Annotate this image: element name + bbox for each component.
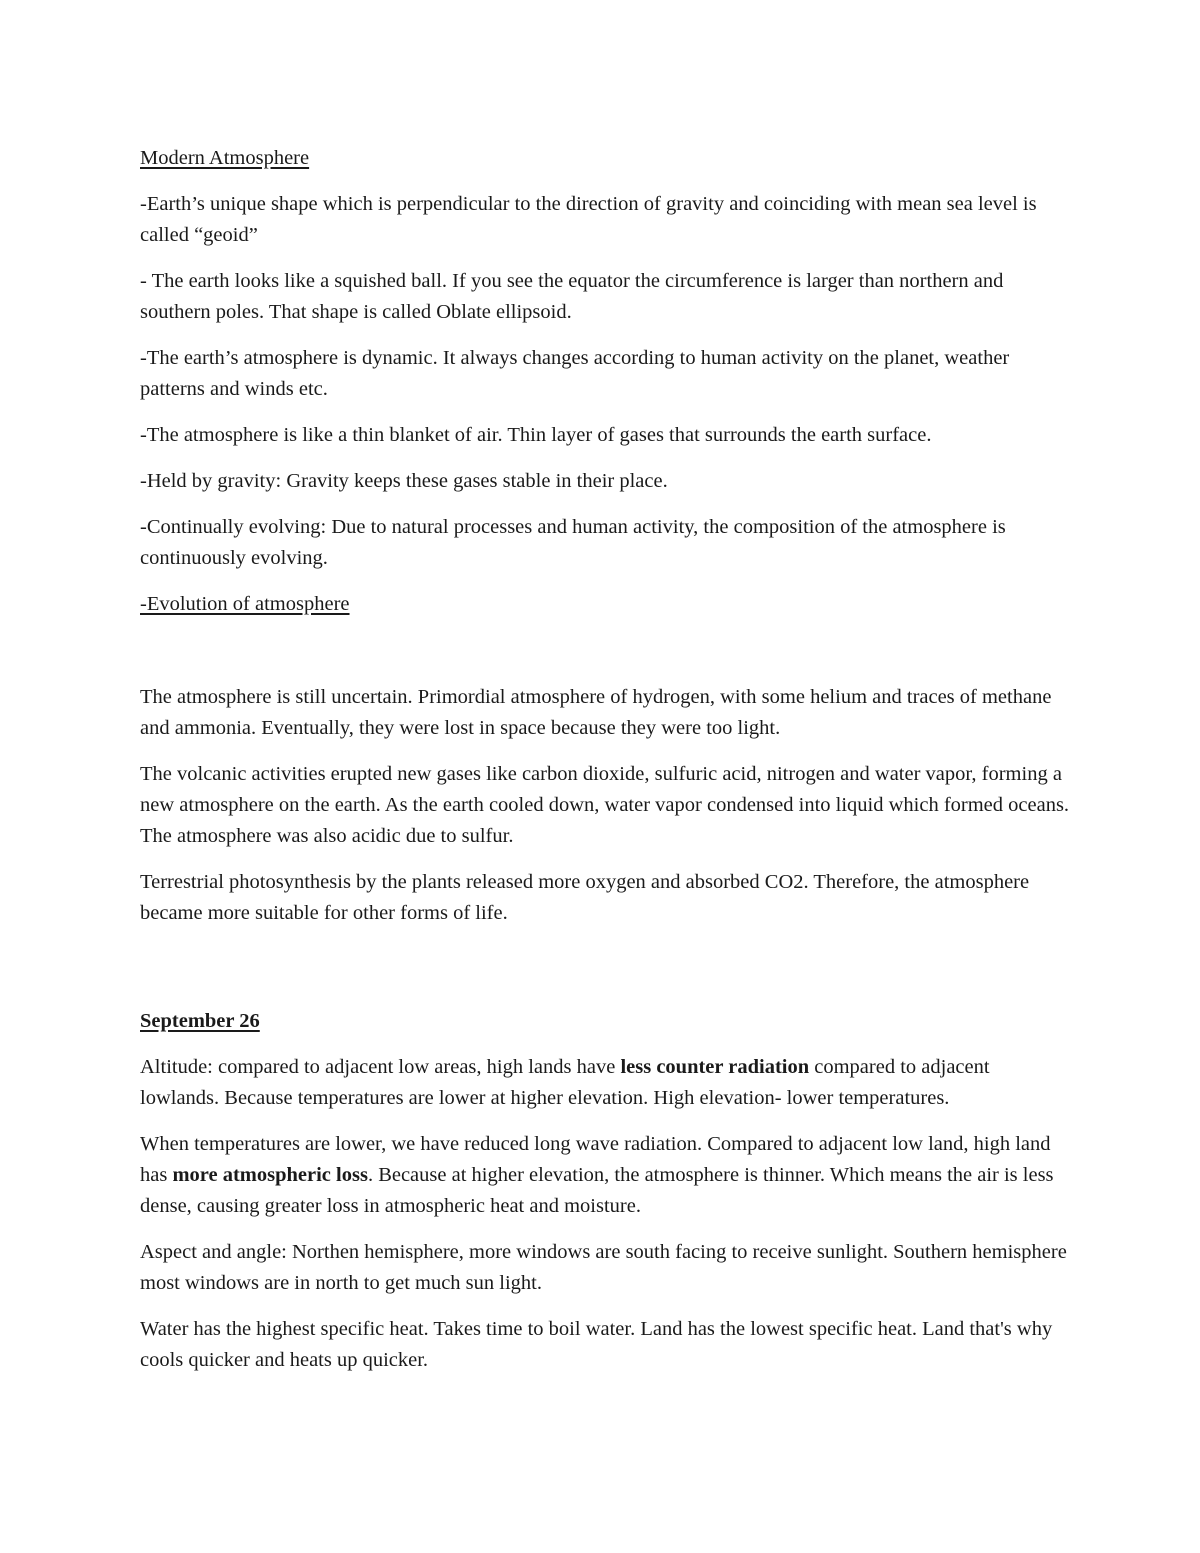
paragraph-geoid: -Earth’s unique shape which is perpendicular to the direction of gravity and coinciding with mean sea level is called “geoid”: [140, 193, 1037, 246]
paragraph-oblate-ellipsoid: - The earth looks like a squished ball. If you see the equator the circumference is larger than northern and southern poles. That shape is called Oblate ellipsoid.: [140, 270, 1004, 323]
paragraph-dynamic-atmosphere: -The earth’s atmosphere is dynamic. It always changes according to human activity on the planet, weather patterns and winds etc.: [140, 347, 1010, 400]
section-heading-modern-atmosphere: Modern Atmosphere: [140, 147, 310, 169]
altitude-text-end: compared to adjacent lowlands. Because temperatures are lower at higher elevation. High elevation- lower temperatures.: [140, 1056, 990, 1109]
paragraph-primordial-atmosphere: The atmosphere is still uncertain. Primordial atmosphere of hydrogen, with some helium and traces of methane and ammonia. Eventually, they were lost in space because they were too light.: [140, 686, 1052, 739]
lower-temps-text-end: . Because at higher elevation, the atmosphere is thinner. Which means the air is less dense, causing greater loss in atmospheric heat and moisture.: [140, 1164, 1054, 1217]
paragraph-aspect-and-angle: Aspect and angle: Northen hemisphere, more windows are south facing to receive sunlight. Southern hemisphere most windows are in north to get much sun light.: [140, 1241, 1067, 1294]
subheading-evolution-of-atmosphere: -Evolution of atmosphere: [140, 593, 350, 615]
paragraph-held-by-gravity: -Held by gravity: Gravity keeps these gases stable in their place.: [140, 470, 668, 492]
paragraph-continually-evolving: -Continually evolving: Due to natural processes and human activity, the composition of the atmosphere is continuously evolving.: [140, 516, 1006, 569]
paragraph-volcanic-activities: The volcanic activities erupted new gases like carbon dioxide, sulfuric acid, nitrogen and water vapor, forming a new atmosphere on the earth. As the earth cooled down, water vapor condensed into liquid which formed oceans. The atmosphere was also acidic due to sulfur.: [140, 763, 1070, 847]
paragraph-specific-heat: Water has the highest specific heat. Takes time to boil water. Land has the lowest specific heat. Land that's why cools quicker and heats up quicker.: [140, 1318, 1053, 1371]
paragraph-lower-temperatures: [140, 1129, 1070, 1222]
date-heading: September 26: [140, 1010, 260, 1032]
altitude-bold-term: less counter radiation: [620, 1056, 810, 1078]
document-page: [140, 143, 1070, 1391]
paragraph-photosynthesis: Terrestrial photosynthesis by the plants released more oxygen and absorbed CO2. Therefore, the atmosphere became more suitable for other forms of life.: [140, 871, 1030, 924]
altitude-text-start: Altitude: compared to adjacent low areas, high lands have: [140, 1056, 621, 1078]
lower-temps-text-start: When temperatures are lower, we have reduced long wave radiation. Compared to adjacent low land, high land has: [140, 1133, 1051, 1186]
blank-space: [140, 944, 1070, 1006]
blank-space: [140, 635, 1070, 682]
paragraph-altitude: [140, 1052, 1070, 1114]
paragraph-thin-blanket: -The atmosphere is like a thin blanket of air. Thin layer of gases that surrounds the earth surface.: [140, 424, 932, 446]
lower-temps-bold-term: more atmospheric loss: [172, 1164, 368, 1186]
